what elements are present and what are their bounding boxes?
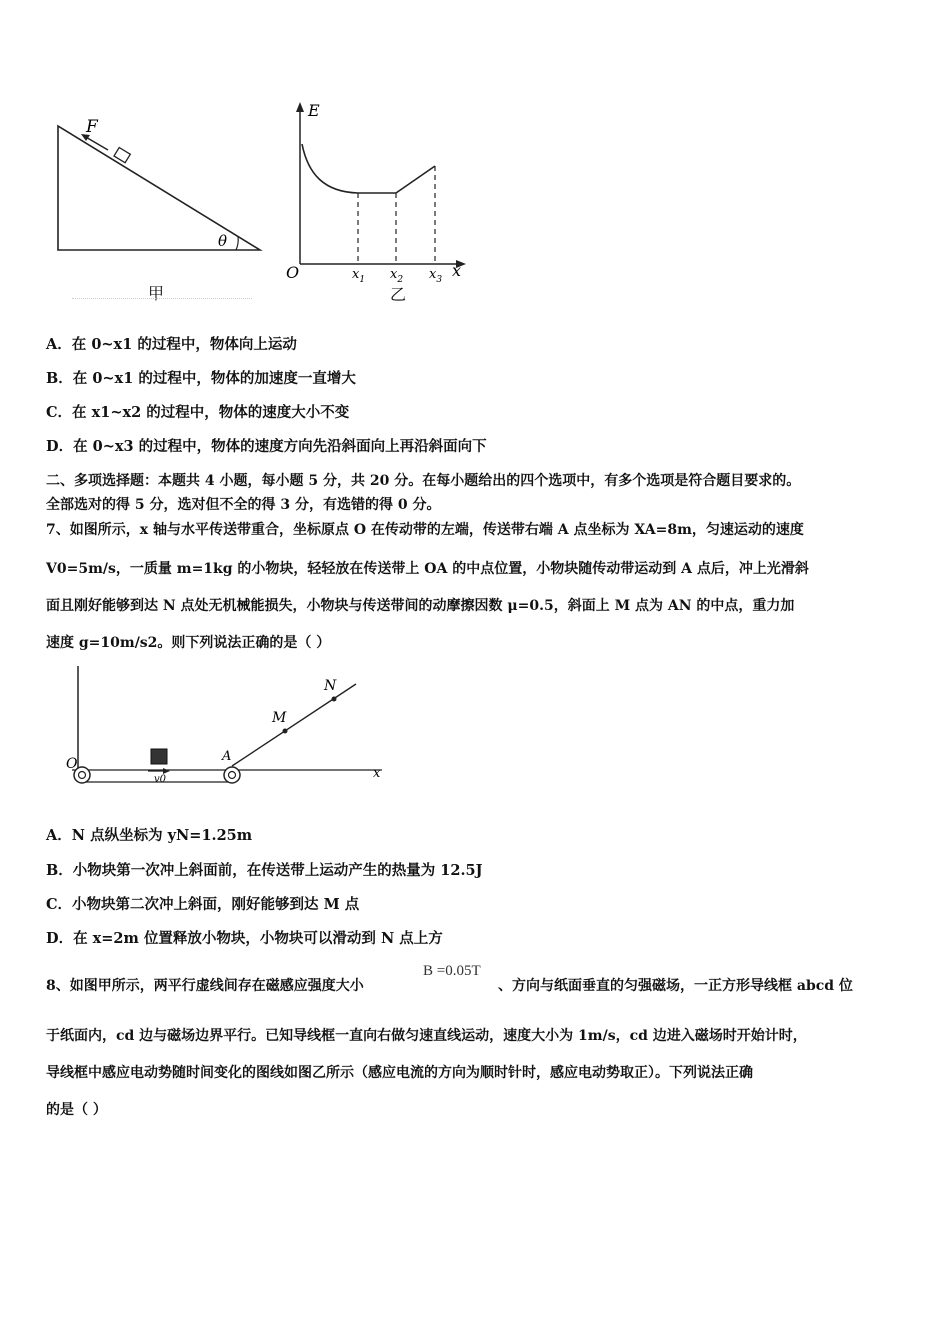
point-n-dot — [332, 697, 337, 702]
y-axis-arrow — [296, 102, 304, 112]
angle-arc — [236, 237, 238, 250]
tick-x2: $x_2$ — [390, 267, 404, 285]
section2-note: 全部选对的得 5 分，选对但不全的得 3 分，有选错的得 0 分。 — [46, 497, 441, 513]
q7-stem-line1: 7、如图所示，x 轴与水平传送带重合，坐标原点 O 在传动带的左端，传送带右端 A 点坐标为 XA=8m，匀速运动的速度 — [46, 522, 804, 538]
velocity-label: v0 — [154, 774, 167, 785]
q8-stem-line1a: 8、如图甲所示，两平行虚线间存在磁感应强度大小 — [46, 978, 364, 994]
tick-x1: $x_1$ — [352, 267, 366, 285]
y-axis-label: E — [308, 101, 320, 120]
block-on-incline — [114, 147, 130, 162]
slope-line — [232, 684, 356, 766]
energy-curve — [302, 144, 435, 193]
q8-equation: B =0.05T — [423, 963, 481, 979]
section2-heading: 二、多项选择题：本题共 4 小题，每小题 5 分，共 20 分。在每小题给出的四个选项中，有多个选项是符合题目要求的。 — [46, 473, 801, 489]
point-n-label: N — [324, 678, 337, 694]
origin-label: O — [66, 756, 78, 772]
q8-stem-line1b: 、方向与纸面垂直的匀强磁场，一正方形导线框 abcd 位 — [498, 978, 853, 994]
graph-caption: 乙 — [390, 285, 407, 304]
x-axis-label: x — [452, 261, 462, 280]
q6-option-d: D．在 0~x3 的过程中，物体的速度方向先沿斜面向上再沿斜面向下 — [46, 438, 487, 455]
q7-option-b: B．小物块第一次冲上斜面前，在传送带上运动产生的热量为 12.5J — [46, 862, 483, 879]
tick-x3: $x_3$ — [429, 267, 443, 285]
conveyor-figure — [62, 662, 402, 792]
point-m-dot — [283, 729, 288, 734]
q7-option-d: D．在 x=2m 位置释放小物块，小物块可以滑动到 N 点上方 — [46, 930, 443, 947]
point-m-label: M — [272, 710, 287, 726]
q7-stem-line3: 面且刚好能够到达 N 点处无机械能损失，小物块与传送带间的动摩擦因数 μ=0.5，斜面上 M 点为 AN 的中点，重力加 — [46, 598, 795, 614]
right-roller — [224, 767, 240, 783]
incline-caption: 甲 — [148, 284, 165, 303]
incline-figure — [40, 100, 280, 305]
q7-stem-line4: 速度 g=10m/s2。则下列说法正确的是（ ） — [46, 635, 331, 651]
x-axis-label: x — [373, 766, 381, 781]
q6-option-b: B．在 0~x1 的过程中，物体的加速度一直增大 — [46, 370, 356, 387]
caption-artifact — [72, 298, 252, 302]
origin-label: O — [286, 263, 300, 282]
angle-label: θ — [218, 232, 228, 250]
force-label: F — [86, 117, 98, 137]
q7-stem-line2: V0=5m/s，一质量 m=1kg 的小物块，轻轻放在传送带上 OA 的中点位置，小物块随传动带运动到 A 点后，冲上光滑斜 — [46, 561, 809, 577]
q6-option-c: C．在 x1~x2 的过程中，物体的速度大小不变 — [46, 404, 350, 421]
q8-stem-line3: 导线框中感应电动势随时间变化的图线如图乙所示（感应电流的方向为顺时针时，感应电动势取正）。下列说法正确 — [46, 1065, 753, 1081]
point-a-label: A — [222, 749, 232, 764]
incline-triangle — [58, 126, 260, 250]
q8-stem-line2: 于纸面内，cd 边与磁场边界平行。已知导线框一直向右做匀速直线运动，速度大小为 1m/s，cd 边进入磁场时开始计时， — [46, 1028, 807, 1044]
q7-option-c: C．小物块第二次冲上斜面，刚好能够到达 M 点 — [46, 896, 360, 913]
q8-stem-line4: 的是（ ） — [46, 1102, 107, 1118]
q7-option-a: A．N 点纵坐标为 yN=1.25m — [46, 827, 253, 844]
small-block — [151, 749, 167, 764]
q6-option-a: A．在 0~x1 的过程中，物体向上运动 — [46, 336, 297, 353]
energy-graph — [280, 96, 480, 301]
